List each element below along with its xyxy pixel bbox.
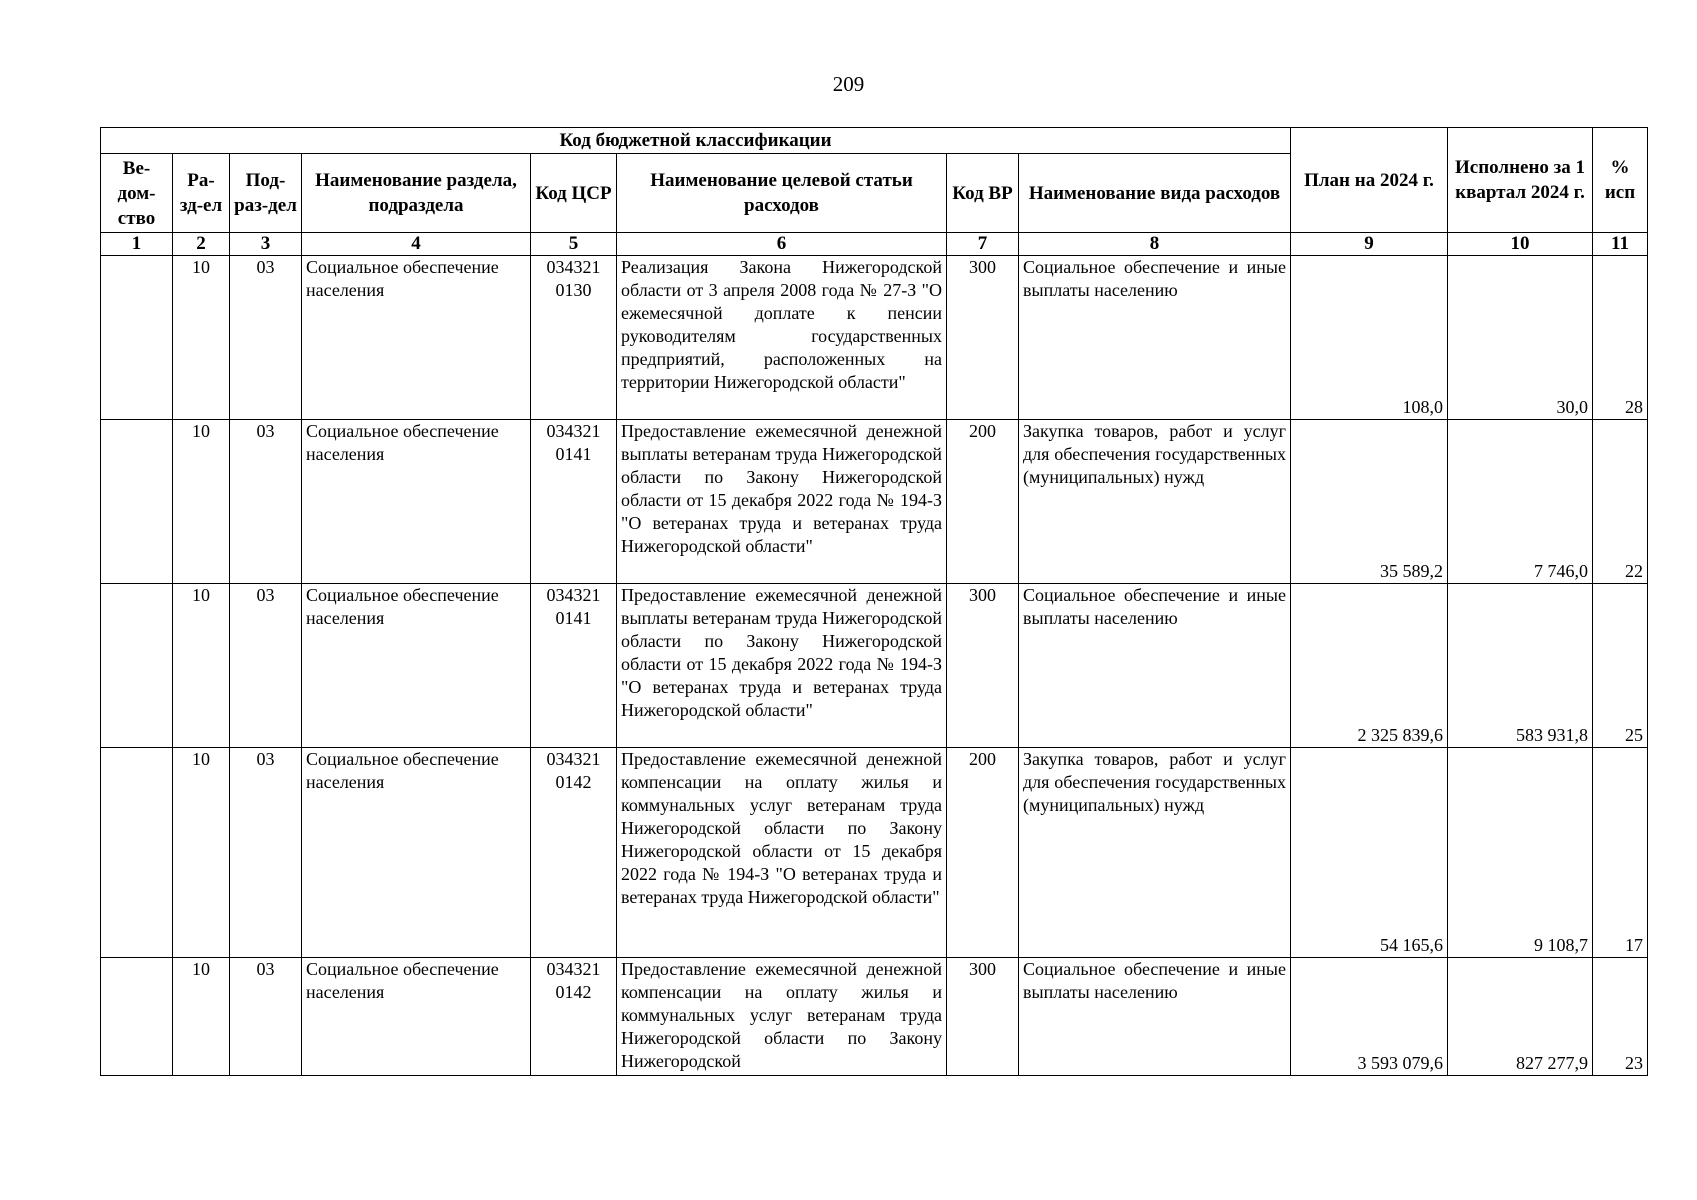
cell-plan: 35 589,2 xyxy=(1291,420,1448,584)
cell-kod-csr: 034321 0141 xyxy=(531,420,617,584)
table-row xyxy=(101,958,1648,1076)
cell-plan: 3 593 079,6 xyxy=(1291,958,1448,1076)
cell-podrazdel: 03 xyxy=(230,958,302,1076)
cell-pct: 22 xyxy=(1593,420,1648,584)
cell-vedomstvo xyxy=(101,584,173,748)
column-number: 6 xyxy=(617,233,947,256)
cell-razdel: 10 xyxy=(173,748,230,958)
cell-executed: 9 108,7 xyxy=(1448,748,1593,958)
cell-executed: 583 931,8 xyxy=(1448,584,1593,748)
column-number: 1 xyxy=(101,233,173,256)
cell-kod-vr: 300 xyxy=(947,584,1019,748)
cell-kod-csr: 034321 0130 xyxy=(531,256,617,420)
header-target-name: Наименование целевой статьи расходов xyxy=(617,154,947,233)
column-number: 3 xyxy=(230,233,302,256)
cell-razdel: 10 xyxy=(173,420,230,584)
cell-razdel: 10 xyxy=(173,256,230,420)
header-executed: Исполнено за 1 квартал 2024 г. xyxy=(1448,128,1593,233)
column-number: 4 xyxy=(302,233,531,256)
cell-executed: 30,0 xyxy=(1448,256,1593,420)
cell-razdel: 10 xyxy=(173,584,230,748)
budget-table xyxy=(100,127,1648,1076)
cell-target-name: Предоставление ежемесячной денежной компенсации на оплату жилья и коммунальных услуг ветеранам труда Нижегородской области по Закону Нижегородской xyxy=(617,958,947,1076)
cell-vedomstvo xyxy=(101,420,173,584)
header-podrazdel: Под-раз-дел xyxy=(230,154,302,233)
cell-pct: 23 xyxy=(1593,958,1648,1076)
header-razdel-name: Наименование раздела, подраздела xyxy=(302,154,531,233)
column-number: 10 xyxy=(1448,233,1593,256)
column-number: 11 xyxy=(1593,233,1648,256)
cell-vr-name: Закупка товаров, работ и услуг для обеспечения государственных (муниципальных) нужд xyxy=(1019,748,1291,958)
cell-vr-name: Социальное обеспечение и иные выплаты населению xyxy=(1019,958,1291,1076)
cell-vedomstvo xyxy=(101,748,173,958)
table-row xyxy=(101,748,1648,958)
cell-kod-vr: 300 xyxy=(947,256,1019,420)
cell-razdel-name: Социальное обеспечение населения xyxy=(302,748,531,958)
cell-vedomstvo xyxy=(101,958,173,1076)
table-row xyxy=(101,256,1648,420)
column-number: 7 xyxy=(947,233,1019,256)
cell-kod-vr: 200 xyxy=(947,420,1019,584)
cell-razdel: 10 xyxy=(173,958,230,1076)
table-row xyxy=(101,584,1648,748)
column-number: 5 xyxy=(531,233,617,256)
cell-razdel-name: Социальное обеспечение населения xyxy=(302,958,531,1076)
header-plan: План на 2024 г. xyxy=(1291,128,1448,233)
cell-razdel-name: Социальное обеспечение населения xyxy=(302,584,531,748)
cell-target-name: Предоставление ежемесячной денежной выплаты ветеранам труда Нижегородской области по Закону Нижегородской области от 15 декабря 2022 года № 194-З "О ветеранах труда и ветеранах труда Нижегородской области" xyxy=(617,584,947,748)
cell-kod-csr: 034321 0141 xyxy=(531,584,617,748)
cell-target-name: Предоставление ежемесячной денежной выплаты ветеранам труда Нижегородской области по Закону Нижегородской области от 15 декабря 2022 года № 194-З "О ветеранах труда и ветеранах труда Нижегородской области" xyxy=(617,420,947,584)
column-number: 2 xyxy=(173,233,230,256)
cell-vr-name: Социальное обеспечение и иные выплаты населению xyxy=(1019,584,1291,748)
cell-target-name: Реализация Закона Нижегородской области от 3 апреля 2008 года № 27-З "О ежемесячной доплате к пенсии руководителям государственных предприятий, расположенных на территории Нижегородской области" xyxy=(617,256,947,420)
header-pct: % исп xyxy=(1593,128,1648,233)
header-kod-vr: Код ВР xyxy=(947,154,1019,233)
column-number: 8 xyxy=(1019,233,1291,256)
cell-kod-csr: 034321 0142 xyxy=(531,748,617,958)
cell-vedomstvo xyxy=(101,256,173,420)
cell-executed: 7 746,0 xyxy=(1448,420,1593,584)
cell-podrazdel: 03 xyxy=(230,584,302,748)
cell-plan: 2 325 839,6 xyxy=(1291,584,1448,748)
cell-podrazdel: 03 xyxy=(230,748,302,958)
cell-podrazdel: 03 xyxy=(230,420,302,584)
page-number: 209 xyxy=(832,72,865,96)
cell-plan: 54 165,6 xyxy=(1291,748,1448,958)
column-number: 9 xyxy=(1291,233,1448,256)
cell-pct: 25 xyxy=(1593,584,1648,748)
cell-plan: 108,0 xyxy=(1291,256,1448,420)
cell-vr-name: Закупка товаров, работ и услуг для обеспечения государственных (муниципальных) нужд xyxy=(1019,420,1291,584)
cell-podrazdel: 03 xyxy=(230,256,302,420)
cell-razdel-name: Социальное обеспечение населения xyxy=(302,256,531,420)
cell-pct: 17 xyxy=(1593,748,1648,958)
table-row xyxy=(101,420,1648,584)
cell-kod-vr: 200 xyxy=(947,748,1019,958)
cell-target-name: Предоставление ежемесячной денежной компенсации на оплату жилья и коммунальных услуг ветеранам труда Нижегородской области по Закону Нижегородской области от 15 декабря 2022 года № 194-З "О ветеранах труда и ветеранах труда Нижегородской области" xyxy=(617,748,947,958)
cell-pct: 28 xyxy=(1593,256,1648,420)
header-budget-classification: Код бюджетной классификации xyxy=(101,128,1291,154)
cell-kod-vr: 300 xyxy=(947,958,1019,1076)
header-razdel: Ра-зд-ел xyxy=(173,154,230,233)
cell-kod-csr: 034321 0142 xyxy=(531,958,617,1076)
header-vr-name: Наименование вида расходов xyxy=(1019,154,1291,233)
cell-executed: 827 277,9 xyxy=(1448,958,1593,1076)
cell-vr-name: Социальное обеспечение и иные выплаты населению xyxy=(1019,256,1291,420)
header-kod-csr: Код ЦСР xyxy=(531,154,617,233)
header-vedomstvo: Ве-дом-ство xyxy=(101,154,173,233)
cell-razdel-name: Социальное обеспечение населения xyxy=(302,420,531,584)
